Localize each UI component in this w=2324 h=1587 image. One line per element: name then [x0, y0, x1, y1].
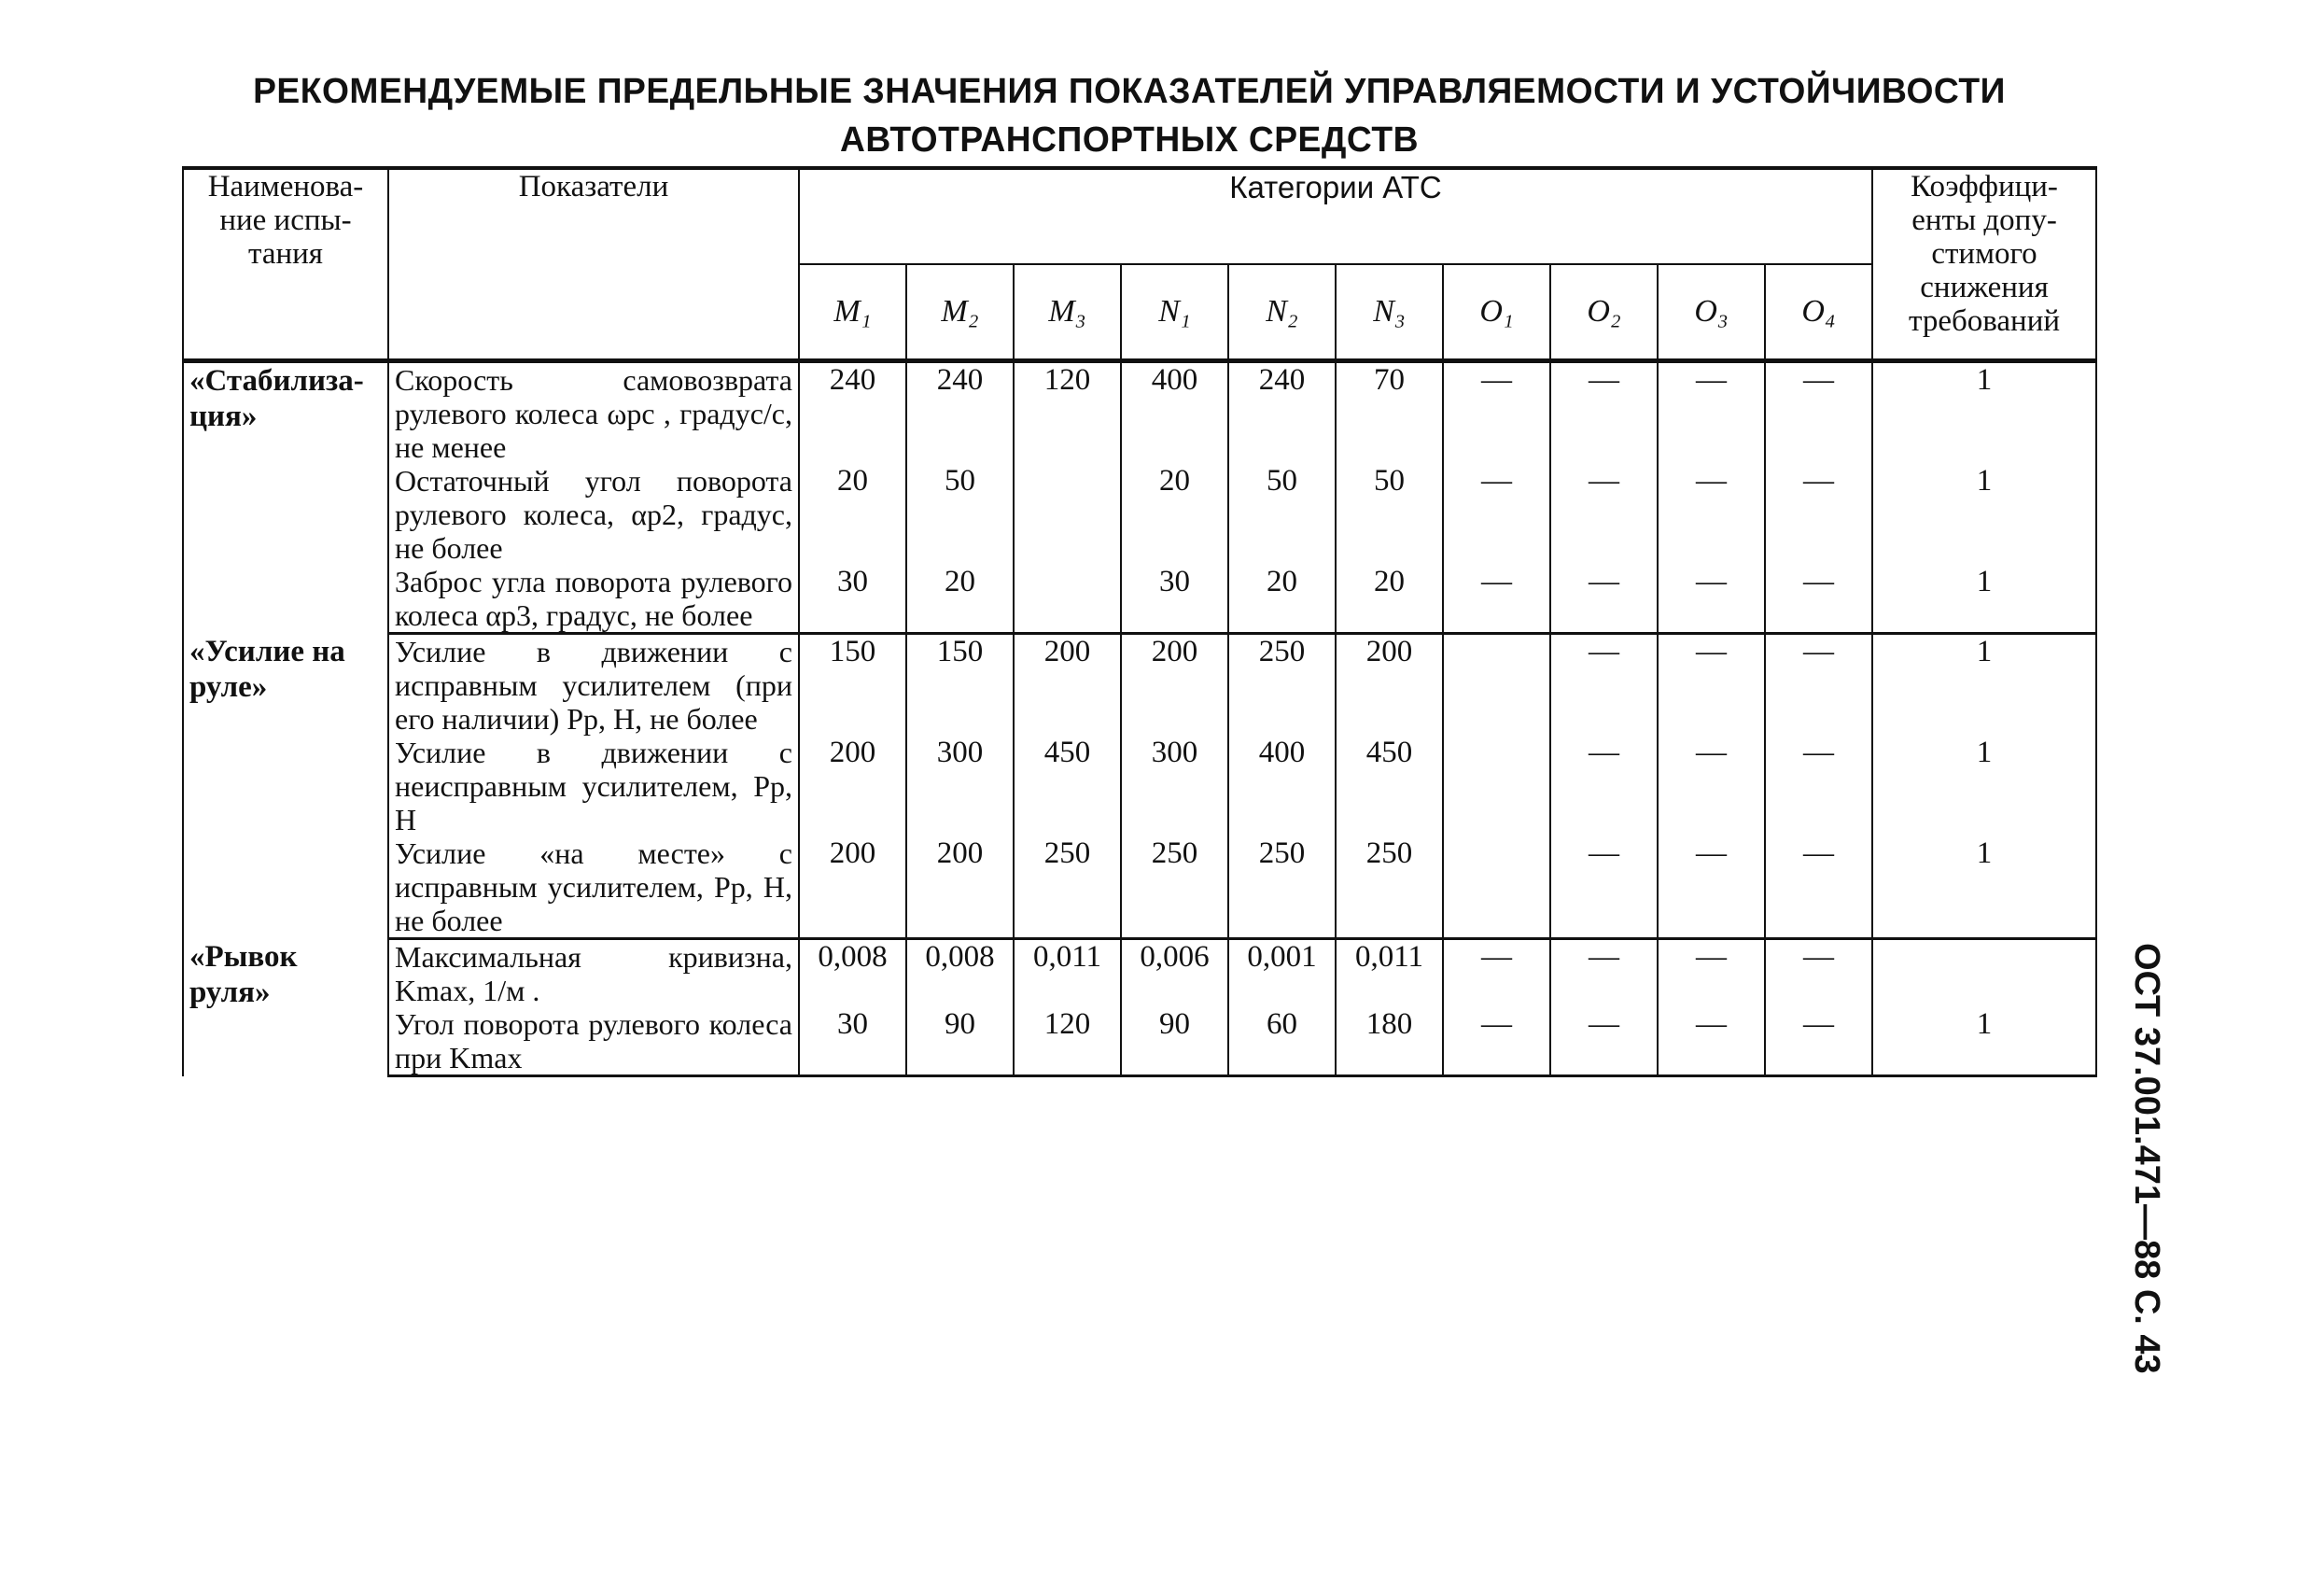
value-cell: 20: [906, 565, 1014, 634]
value-cell: 0,011: [1336, 939, 1443, 1008]
value-cell: 30: [799, 1007, 906, 1076]
value-cell: 30: [1121, 565, 1228, 634]
value-cell: 250: [1228, 634, 1336, 737]
coefficient-cell: 1: [1872, 565, 2096, 634]
test-name-cell: «Рывок руля»: [183, 939, 388, 1076]
indicator-cell: Угол поворота рулевого колеса при Kmax: [388, 1007, 799, 1076]
coefficient-cell: 1: [1872, 634, 2096, 737]
indicator-cell: Максимальная кривизна, Kmax, 1/м .: [388, 939, 799, 1008]
value-cell: —: [1443, 361, 1550, 465]
value-cell: —: [1765, 565, 1872, 634]
limits-table: [182, 166, 2097, 1077]
value-cell: 20: [1336, 565, 1443, 634]
category-header: N₁: [1121, 264, 1228, 361]
value-cell: —: [1765, 1007, 1872, 1076]
indicator-cell: Заброс угла поворота рулевого колеса αр3, градус, не более: [388, 565, 799, 634]
value-cell: 0,008: [799, 939, 906, 1008]
category-header: O₄: [1765, 264, 1872, 361]
value-cell: 0,006: [1121, 939, 1228, 1008]
test-name-cell: «Стабилиза-ция»: [183, 361, 388, 634]
value-cell: 450: [1014, 736, 1121, 836]
table-row: [183, 836, 2096, 939]
value-cell: 300: [906, 736, 1014, 836]
value-cell: —: [1443, 939, 1550, 1008]
value-cell: 240: [799, 361, 906, 465]
value-cell: 250: [1336, 836, 1443, 939]
value-cell: —: [1550, 836, 1658, 939]
header-test-name: Наименова-ние испы-тания: [183, 168, 388, 361]
indicator-cell: Усилие «на месте» с исправным усилителем, Pр, Н, не более: [388, 836, 799, 939]
indicator-cell: Усилие в движении с неисправным усилителем, Pр, Н: [388, 736, 799, 836]
category-header: N₂: [1228, 264, 1336, 361]
value-cell: 250: [1228, 836, 1336, 939]
indicator-cell: Остаточный угол поворота рулевого колеса, αр2, градус, не более: [388, 464, 799, 565]
table-row: [183, 939, 2096, 1008]
page-title: [196, 67, 2062, 164]
page-title-line-2: АВТОТРАНСПОРТНЫХ СРЕДСТВ: [839, 120, 1419, 160]
table-row: [183, 565, 2096, 634]
value-cell: 180: [1336, 1007, 1443, 1076]
value-cell: —: [1443, 464, 1550, 565]
value-cell: 120: [1014, 1007, 1121, 1076]
value-cell: —: [1550, 464, 1658, 565]
value-cell: 20: [1121, 464, 1228, 565]
value-cell: —: [1765, 736, 1872, 836]
value-cell: 0,001: [1228, 939, 1336, 1008]
value-cell: 120: [1014, 361, 1121, 465]
value-cell: —: [1658, 565, 1765, 634]
value-cell: —: [1550, 634, 1658, 737]
value-cell: 90: [906, 1007, 1014, 1076]
value-cell: —: [1443, 1007, 1550, 1076]
value-cell: 200: [799, 736, 906, 836]
value-cell: 250: [1121, 836, 1228, 939]
value-cell: [1443, 634, 1550, 737]
table-row: [183, 1007, 2096, 1076]
value-cell: —: [1765, 464, 1872, 565]
value-cell: 200: [1336, 634, 1443, 737]
value-cell: 150: [906, 634, 1014, 737]
value-cell: 150: [799, 634, 906, 737]
category-header: M₃: [1014, 264, 1121, 361]
table-body: [183, 361, 2096, 1076]
value-cell: —: [1550, 565, 1658, 634]
value-cell: 0,008: [906, 939, 1014, 1008]
coefficient-cell: 1: [1872, 361, 2096, 465]
category-header: O₃: [1658, 264, 1765, 361]
value-cell: 70: [1336, 361, 1443, 465]
value-cell: 400: [1228, 736, 1336, 836]
value-cell: —: [1550, 1007, 1658, 1076]
table-row: [183, 361, 2096, 465]
side-document-label: ОСТ 37.001.471—88 С. 43: [2127, 943, 2166, 1374]
value-cell: [1014, 565, 1121, 634]
category-header: M₂: [906, 264, 1014, 361]
value-cell: 200: [799, 836, 906, 939]
coefficient-cell: 1: [1872, 464, 2096, 565]
indicator-cell: Усилие в движении с исправным усилителем (при его наличии) Pр, Н, не более: [388, 634, 799, 737]
value-cell: 240: [1228, 361, 1336, 465]
category-header: O₁: [1443, 264, 1550, 361]
value-cell: —: [1550, 939, 1658, 1008]
value-cell: 50: [1228, 464, 1336, 565]
table-row: [183, 464, 2096, 565]
value-cell: 200: [906, 836, 1014, 939]
value-cell: —: [1765, 836, 1872, 939]
coefficient-cell: 1: [1872, 1007, 2096, 1076]
value-cell: 200: [1014, 634, 1121, 737]
value-cell: —: [1658, 1007, 1765, 1076]
value-cell: —: [1550, 361, 1658, 465]
header-indicators: Показатели: [388, 168, 799, 361]
value-cell: 50: [906, 464, 1014, 565]
category-header: O₂: [1550, 264, 1658, 361]
value-cell: 200: [1121, 634, 1228, 737]
value-cell: 20: [799, 464, 906, 565]
header-categories: Категории АТС: [799, 168, 1872, 264]
value-cell: [1443, 736, 1550, 836]
value-cell: —: [1658, 634, 1765, 737]
value-cell: 90: [1121, 1007, 1228, 1076]
value-cell: —: [1550, 736, 1658, 836]
value-cell: 240: [906, 361, 1014, 465]
value-cell: —: [1658, 464, 1765, 565]
category-header: M₁: [799, 264, 906, 361]
value-cell: —: [1658, 736, 1765, 836]
table-row: [183, 634, 2096, 737]
value-cell: —: [1765, 939, 1872, 1008]
value-cell: 250: [1014, 836, 1121, 939]
value-cell: —: [1658, 939, 1765, 1008]
value-cell: 450: [1336, 736, 1443, 836]
value-cell: —: [1658, 361, 1765, 465]
value-cell: 30: [799, 565, 906, 634]
coefficient-cell: 1: [1872, 836, 2096, 939]
indicator-cell: Скорость самовозврата рулевого колеса ωрс , градус/с, не менее: [388, 361, 799, 465]
header-coefficient: Коэффици-енты допу-стимого снижения требований: [1872, 168, 2096, 361]
value-cell: 0,011: [1014, 939, 1121, 1008]
value-cell: 50: [1336, 464, 1443, 565]
coefficient-cell: [1872, 939, 2096, 1008]
value-cell: —: [1443, 565, 1550, 634]
value-cell: —: [1765, 634, 1872, 737]
value-cell: 400: [1121, 361, 1228, 465]
coefficient-cell: 1: [1872, 736, 2096, 836]
value-cell: —: [1658, 836, 1765, 939]
value-cell: 20: [1228, 565, 1336, 634]
table-row: [183, 736, 2096, 836]
value-cell: 60: [1228, 1007, 1336, 1076]
value-cell: 300: [1121, 736, 1228, 836]
page-title-line-1: РЕКОМЕНДУЕМЫЕ ПРЕДЕЛЬНЫЕ ЗНАЧЕНИЯ ПОКАЗАТЕЛЕЙ УПРАВЛЯЕМОСТИ И УСТОЙЧИВОСТИ: [253, 72, 2006, 111]
category-header: N₃: [1336, 264, 1443, 361]
value-cell: [1443, 836, 1550, 939]
test-name-cell: «Усилие на руле»: [183, 634, 388, 939]
value-cell: [1014, 464, 1121, 565]
value-cell: —: [1765, 361, 1872, 465]
